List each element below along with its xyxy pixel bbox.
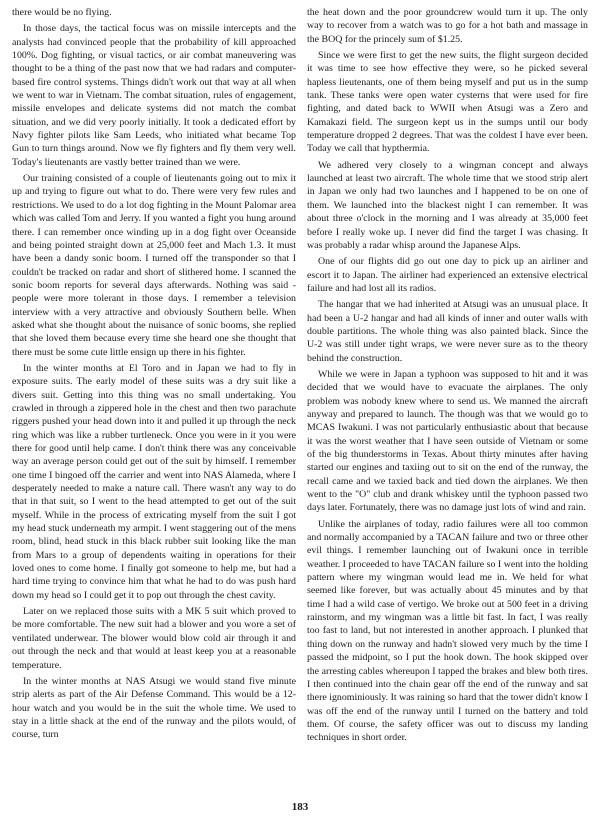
paragraph: One of our flights did go out one day to pick up an airliner and escort it to Japan. The airliner had experienced an extensive electrical failure and had lost all its radios. xyxy=(307,256,588,294)
paragraph: the heat down and the poor groundcrew would turn it up. The only way to recover from a watch was to go for a hot bath and massage in the BOQ for the princely sum of $1.25. xyxy=(307,7,588,45)
page-number: 183 xyxy=(291,801,309,813)
paragraph: there would be no flying. xyxy=(12,7,112,18)
paragraph: Later on we replaced those suits with a MK 5 suit which proved to be more comfortable. The new suit had a blower and you wore a set of ventilated underwear. The blower would blow cold air through it and out through the neck and that would at least keep you at a reasonable temperature. xyxy=(12,606,296,671)
paragraph: In those days, the tactical focus was on missile intercepts and the analysts had convinced people that the probability of kill approached 100%. Dog fighting, or visual tactics, or air combat maneuvering was thought to be a thing of the past now that we had radars and computer-based fire control systems. Things didn't work out that way at all when we went to war in Vietnam. The combat situation, rules of engagement, missile envelopes and delicate systems did not match the combat situation, and we did very poorly initially. It took a dedicated effort by Navy fighter pilots like Sam Leeds, who initiated what became Top Gun to turn things around. Now we fly fighters and fly them very well. Today's lieutenants are vastly better trained than we were. xyxy=(12,23,296,168)
paragraph: In the winter months at El Toro and in Japan we had to fly in exposure suits. The early model of these suits was a dry suit like a divers suit. Getting into this thing was no small undertaking. You crawled in through a zippered hole in the chest and then two parachute riggers pushed your head down into it and pulled it up through the neck ring which was like a rubber turtleneck. Once you were in it you were there for good until help came. I don't think there was any conceivable way an average person could get out of the suit by himself. I remember one time I bingoed off the carrier and went into NAS Alameda, where I desperately needed to make a nature call. There wasn't any way to do that in that suit, so I went to the head attempted to get out of the suit myself. While in the process of extricating myself from the suit I got my head stuck underneath my armpit. I went staggering out of the mens room, blind, head stuck in this black rubber suit looking like the man from Mars to a group of dependents waiting in operations for their loved ones to come home. I finally got someone to help me, but had a hard time trying to convince him that what he had to do was push hard down my head so I could get it to pop out through the chest cavity. xyxy=(12,362,296,601)
right-column xyxy=(307,6,588,748)
paragraph: We adhered very closely to a wingman concept and always launched at least two aircraft. The whole time that we stood strip alert in Japan we only had two launches and I happened to be on one of them. We launched into the blackest night I can remember. It was about three o'clock in the morning and I was already at 35,000 feet before I really woke up. I never did find the target I was chasing. It was probably a radar whisp around the Japanese Alps. xyxy=(307,159,588,251)
paragraph: Since we were first to get the new suits, the flight surgeon decided it was time to see how effective they were, so he picked several hapless lieutenants, one of them being myself and put us in the sump tank. These tanks were open water cysterns that were used for fire fighting, and dated back to WWII when Atsugi was a Zero and Kamakazi field. The surgeon kept us in the sumps until our body temperature dropped 2 degrees. That was the coldest I have ever been. Today we call that hypthermia. xyxy=(307,50,588,155)
paragraph: The hangar that we had inherited at Atsugi was an unusual place. It had been a U-2 hangar and had all kinds of inner and outer walls with double partitions. The whole thing was also painted black. Since the U-2 was still under tight wraps, we were never sure as to the theory behind the construction. xyxy=(307,299,588,364)
paragraph: While we were in Japan a typhoon was supposed to hit and it was decided that we would have to evacuate the airplanes. The only problem was nobody knew where to send us. We manned the aircraft anyway and prepared to launch. The though was that we would go to MCAS Iwakuni. I was not particularly enthusiastic about that because it was the worst weather that I have seen outside of Vietnam or some of the big thunderstorms in Texas. About thirty minutes after having started our engines and taxiing out to sit on the end of the runway, the recall came and we taxied back and tied down the airplanes. We then went to the "O" club and drank whiskey until the typhoon passed two days later. Fortunately, there was no damage just lots of wind and rain. xyxy=(307,368,588,514)
paragraph: In the winter months at NAS Atsugi we would stand five minute strip alerts as part of the Air Defense Command. This would be a 12-hour watch and you would be in the suit the whole time. We used to stay in a little shack at the end of the runway and the pilots would, of course, turn xyxy=(12,675,296,741)
paragraph: Unlike the airplanes of today, radio failures were all too common and normally accompanied by a TACAN failure and two or three other evil things. I remember launching out of Iwakuni once in terrible weather. I proceeded to have TACAN failure so I went into the holding pattern where my wingman would lead me in. We held for what seemed like forever, but was actually about 45 minutes and by that time I had a wild case of vertigo. We broke out at 500 feet in a driving rainstorm, and my wingman was a little bit fast. In fact, I was really too fast to land, but not interested in another approach. I plunked that thing down on the runway and hadn't slowed very much by the time I passed the midpoint, so I put the hook down. The hook skipped over the arresting cables whereupon I tapped the brakes and blew both tires. I then continued into the chain gear off the end of the runway and sat there ignominiously. It was raining so hard that the tower didn't know I was off the end of the runway until I turned on the battery and told them. Of course, the safety officer was out to discuss my landing techniques in short order. xyxy=(307,518,588,744)
paragraph: Our training consisted of a couple of lieutenants going out to mix it up and trying to figure out what to do. There were very few rules and restrictions. We used to do a lot dog fighting in the Mount Palomar area which was called Tom and Jerry. If you wanted a fight you hung around there. I can remember once winding up in a dog fight over Oceanside and being pointed straight down at 25,000 feet and Mach 1.3. It must have been a dandy sonic boom. I turned off the transponder so that I couldn't be tracked on radar and short of slithered home. I scanned the sonic boom reports for several days afterwards. Nothing was said - people were more tolerant in those days. I remember a television interview with a very attractive and obviously Southern belle. When asked what she thought about the nuisance of sonic booms, she replied that she loved them because every time she heard one she thought that there must be some cute little ensign up there in his fighter. xyxy=(12,173,296,358)
left-column xyxy=(12,6,296,745)
